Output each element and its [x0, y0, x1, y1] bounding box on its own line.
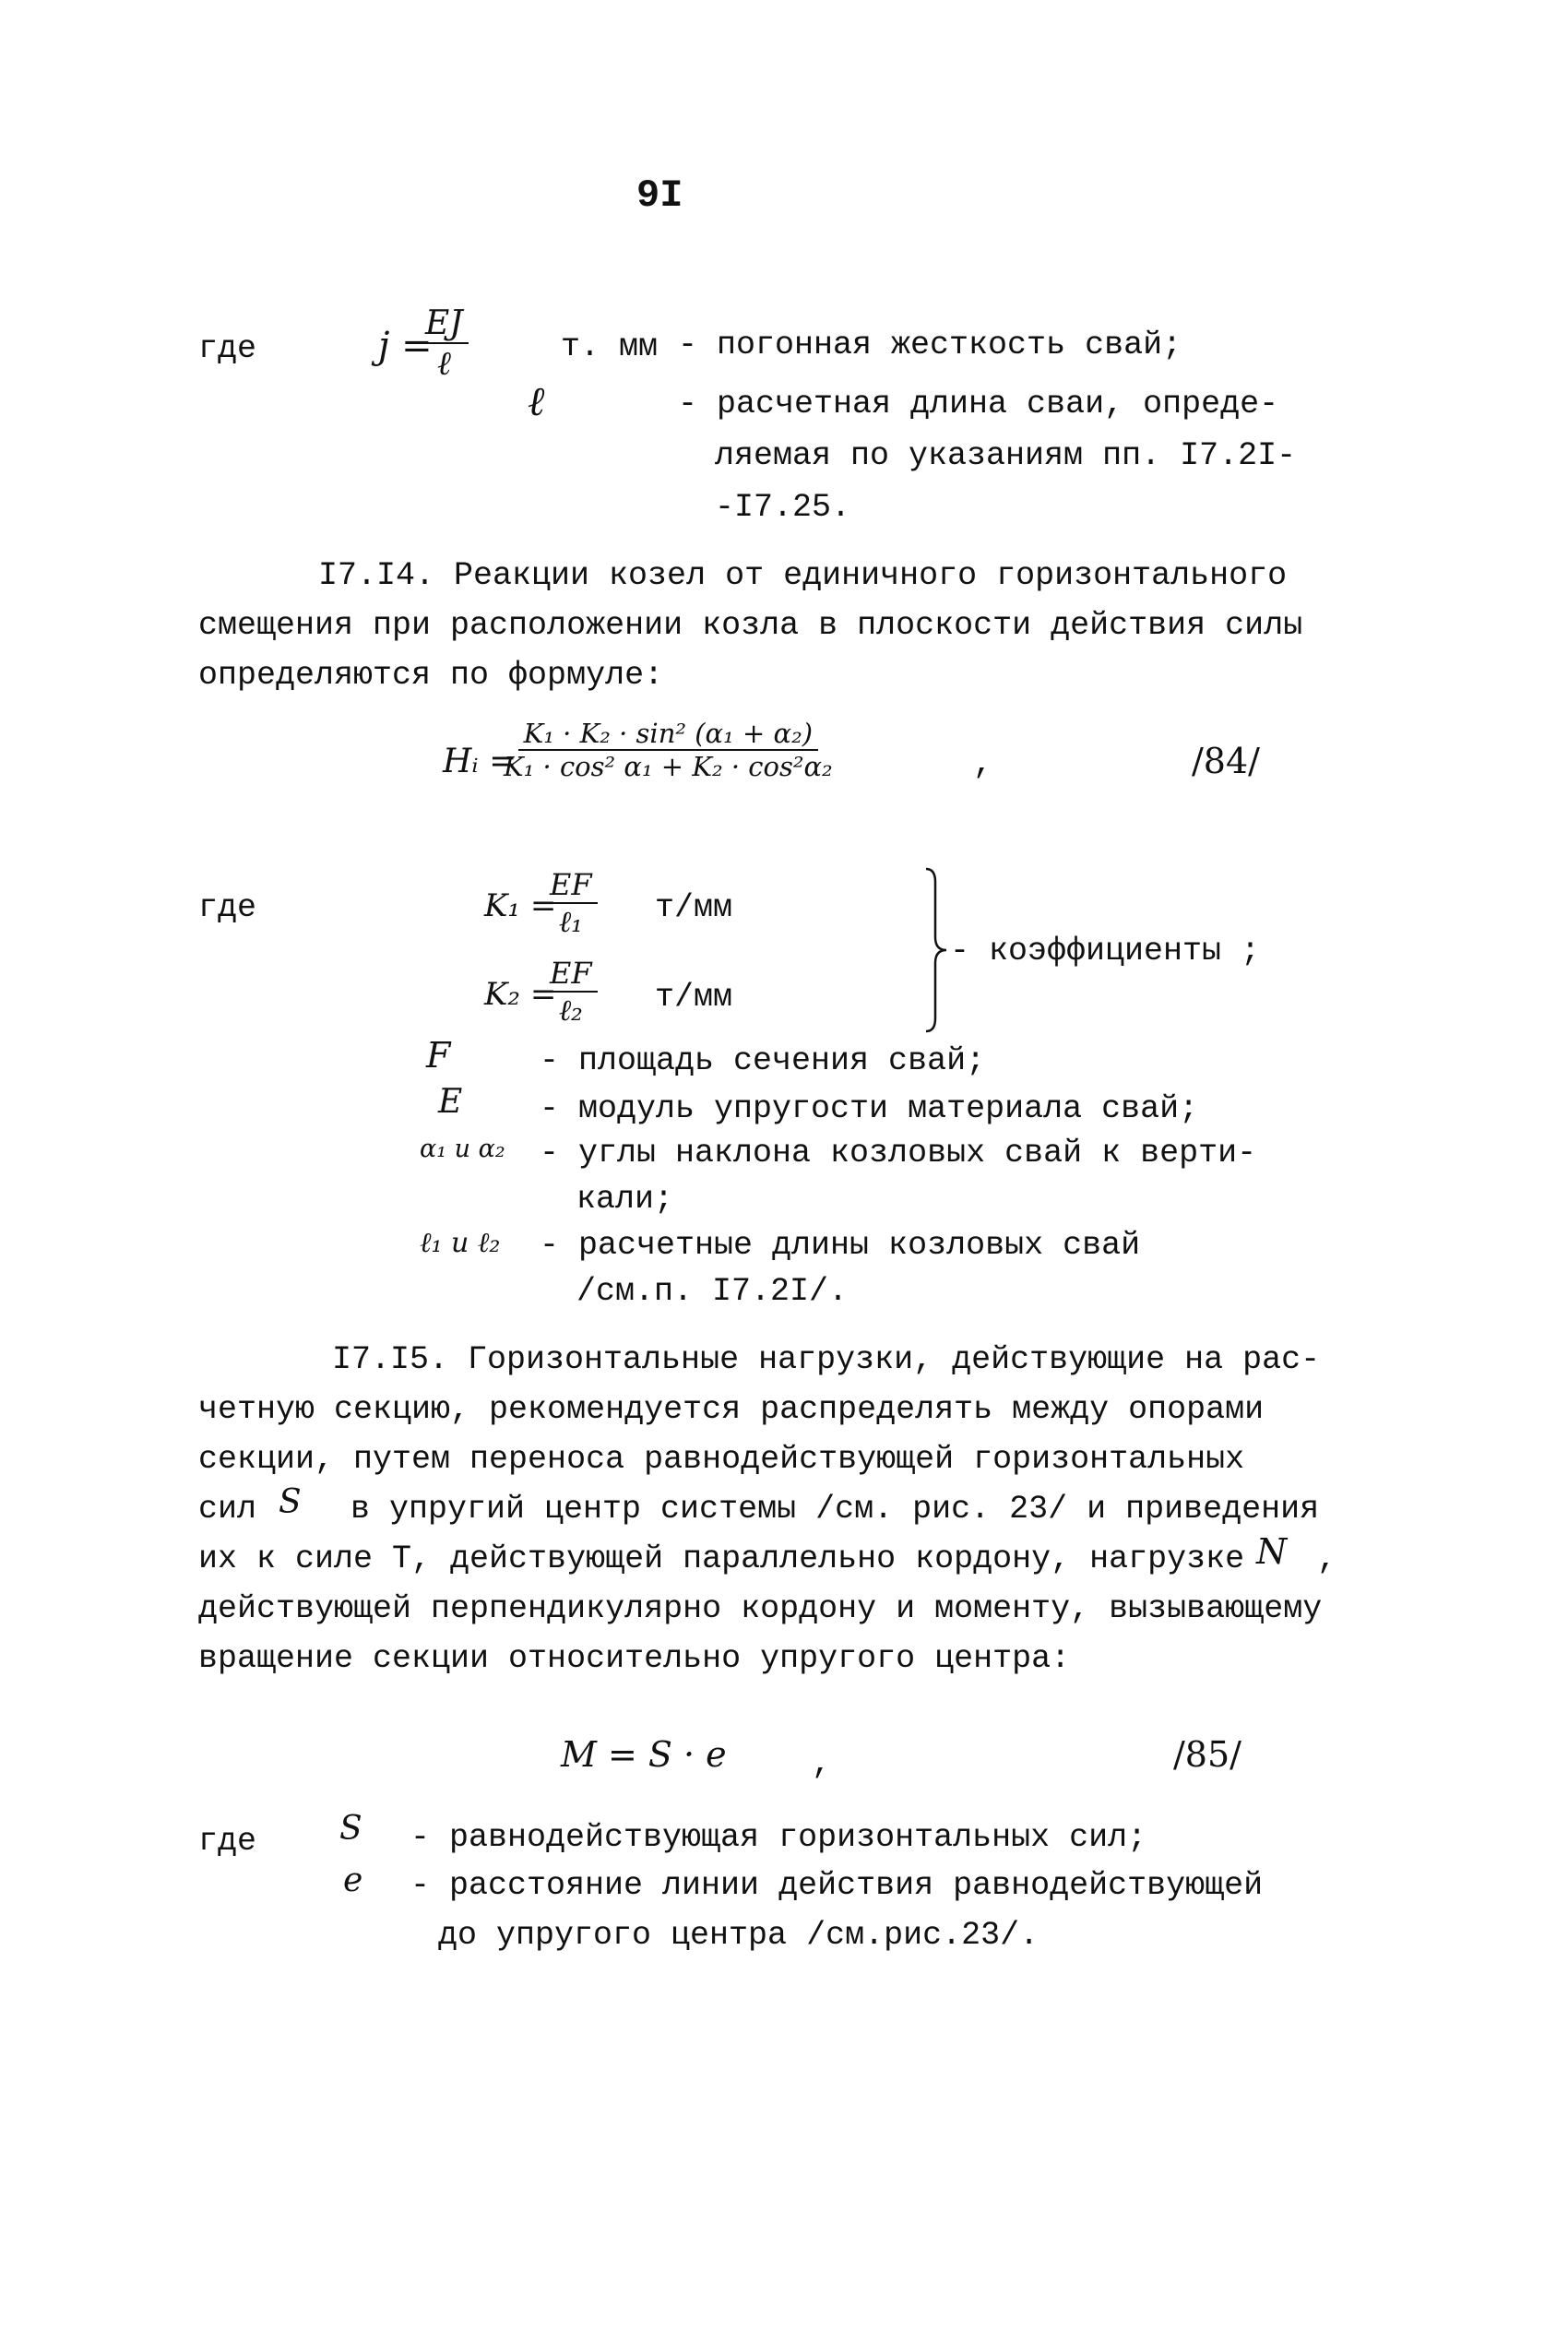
unit-t-mm: т. мм — [561, 328, 659, 365]
formula-84-denominator: K₁ · cos² α₁ + K₂ · cos²α₂ — [504, 751, 833, 782]
formula-84-numerator: K₁ · K₂ · sin² (α₁ + α₂) — [518, 718, 818, 751]
symbol-s: S — [339, 1810, 362, 1848]
def-distance-line2: до упругого центра /см.рис.23/. — [438, 1917, 1039, 1954]
def-resultant: - равнодействующая горизонтальных сил; — [410, 1819, 1147, 1856]
formula-k1-denominator: ℓ₁ — [558, 904, 583, 939]
def-length-line1: - расчетная длина сваи, опреде- — [678, 386, 1279, 422]
where-label-3: где — [198, 1823, 257, 1860]
equation-number-84: /84/ — [1192, 741, 1260, 781]
coefficients-label: - коэффициенты ; — [950, 933, 1261, 969]
symbol-s-inline: S — [279, 1483, 302, 1521]
def-area: - площадь сечения свай; — [540, 1042, 986, 1079]
def-angles-line1: - углы наклона козловых свай к верти- — [540, 1135, 1257, 1171]
def-modulus: - модуль упругости материала свай; — [540, 1090, 1199, 1127]
page-number: 9I — [636, 173, 683, 218]
formula-k1-numerator: EF — [544, 867, 598, 904]
formula-84-comma: , — [973, 745, 993, 782]
where-label-1: где — [198, 330, 257, 367]
symbol-e: E — [438, 1083, 463, 1121]
formula-85: M = S · e — [561, 1734, 727, 1775]
symbol-n-inline: N — [1256, 1531, 1288, 1572]
formula-84-lhs: Hᵢ = — [443, 743, 517, 780]
formula-k2-denominator: ℓ₂ — [558, 993, 583, 1028]
symbol-e-dist: e — [343, 1861, 363, 1899]
section-1714-line3: определяются по формуле: — [198, 657, 664, 694]
section-1714-line1: I7.I4. Реакции козел от единичного горизонтального — [318, 557, 1288, 594]
section-1715-line4-start: сил — [198, 1491, 257, 1528]
def-stiffness: - погонная жесткость свай; — [678, 327, 1182, 363]
section-1715-line5-start: их к силе Т, действующей параллельно кордону, нагрузке — [198, 1540, 1245, 1577]
formula-j-lhs: j = — [378, 325, 433, 367]
section-1715-line2: четную секцию, рекомендуется распределять между опорами — [198, 1391, 1265, 1428]
def-distance-line1: - расстояние линии действия равнодействующей — [410, 1867, 1264, 1904]
formula-j-numerator: EJ — [420, 304, 469, 344]
def-angles-line2: кали; — [576, 1181, 674, 1218]
def-length-line3: -I7.25. — [715, 489, 851, 526]
section-1715-line6: действующей перпендикулярно кордону и моменту, вызывающему — [198, 1590, 1323, 1627]
section-1715-line1: I7.I5. Горизонтальные нагрузки, действующие на рас- — [332, 1341, 1321, 1378]
formula-j-denominator: ℓ — [436, 345, 451, 383]
formula-k2-lhs: K₂ = — [484, 976, 557, 1013]
equation-number-85: /85/ — [1173, 1734, 1241, 1775]
unit-k2: т/мм — [655, 979, 733, 1016]
formula-j-fraction — [420, 304, 469, 383]
formula-k1-lhs: K₁ = — [484, 887, 557, 924]
formula-k1-fraction — [544, 867, 598, 939]
section-1714-line2: смещения при расположении козла в плоскости действия силы — [198, 607, 1303, 644]
section-1715-line5-end: , — [1317, 1540, 1337, 1577]
symbol-l1-l2: ℓ₁ и ℓ₂ — [420, 1227, 501, 1259]
symbol-f: F — [426, 1035, 451, 1076]
unit-k1: т/мм — [655, 889, 733, 926]
formula-85-comma: , — [812, 1745, 832, 1782]
def-lengths-line2: /см.п. I7.2I/. — [576, 1273, 849, 1310]
formula-84-fraction — [498, 718, 838, 782]
def-length-line2: ляемая по указаниям пп. I7.2I- — [715, 437, 1297, 474]
section-1715-line4-end: в упругий центр системы /см. рис. 23/ и приведения — [350, 1491, 1320, 1528]
where-label-2: где — [198, 889, 257, 926]
formula-k2-fraction — [544, 956, 598, 1028]
symbol-alpha: α₁ и α₂ — [420, 1135, 505, 1163]
symbol-l: ℓ — [528, 378, 545, 425]
section-1715-line3: секции, путем переноса равнодействующей горизонтальных — [198, 1441, 1245, 1478]
section-1715-line7: вращение секции относительно упругого центра: — [198, 1640, 1071, 1677]
formula-k2-numerator: EF — [544, 956, 598, 993]
def-lengths-line1: - расчетные длины козловых свай — [540, 1227, 1141, 1264]
